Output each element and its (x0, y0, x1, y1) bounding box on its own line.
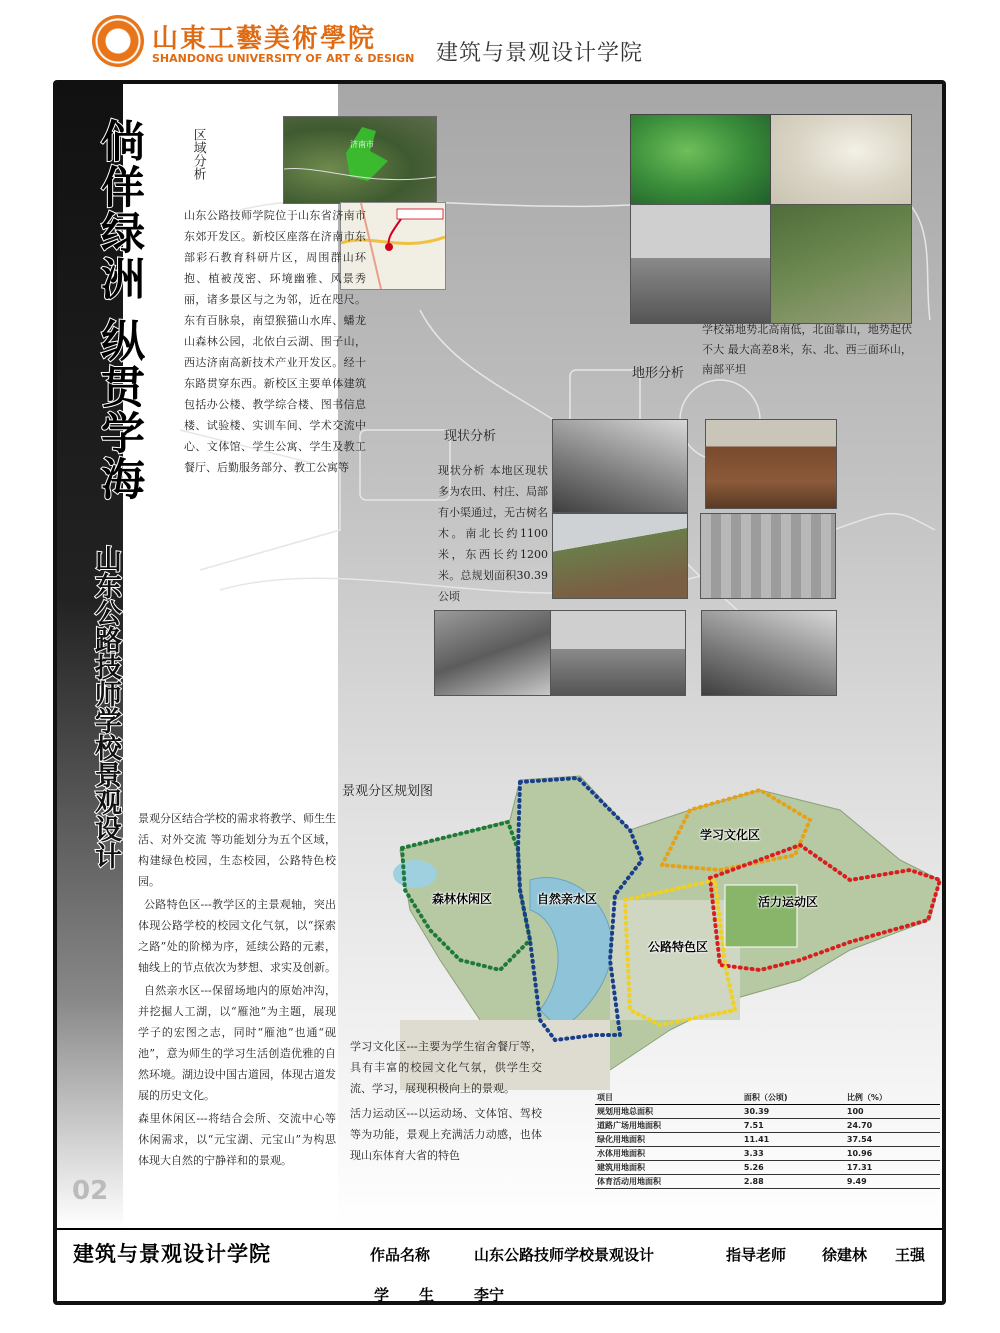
terrain-photo-1 (630, 204, 772, 324)
table-cell: 9.49 (845, 1175, 940, 1189)
land-use-table (595, 1091, 940, 1189)
table-cell: 2.88 (742, 1175, 845, 1189)
table-row (595, 1133, 940, 1147)
status-description: 现状分析 本地区现状多为农田、村庄、局部有小渠通过，无古树名木。南北长约1100米，东西长约1200米。总规划面积30.39公顷 (438, 464, 548, 603)
zoning-text-right (350, 1036, 542, 1166)
region-analysis-label: 区域分析 (190, 128, 206, 180)
table-cell: 17.31 (845, 1161, 940, 1175)
student-name: 李宁 (474, 1286, 505, 1304)
zone-water-label: 自然亲水区 (537, 892, 598, 906)
school-logo (92, 15, 144, 67)
table-header: 比例（%） (845, 1091, 940, 1105)
zoning-paragraph: 自然亲水区---保留场地内的原始冲沟，并挖掘人工湖，以“雁池”为主题，展现学子的宏图之志，同时“雁池”也通“砚池”，意为师生的学习生活创造优雅的自然环境。湖边设中国古道园，体现古道发展的历史文化。 (138, 984, 336, 1102)
table-cell: 3.33 (742, 1147, 845, 1161)
table-row (595, 1105, 940, 1119)
footer-divider (57, 1228, 942, 1230)
table-cell: 水体用地面积 (595, 1147, 742, 1161)
page-number: 02 (72, 1176, 109, 1206)
region-satellite-map (283, 116, 437, 204)
zoning-paragraph: 景观分区结合学校的需求将教学、师生生活、对外交流 等功能划分为五个区域，构建绿色校园，生态校园，公路特色校园。 (138, 812, 336, 888)
table-cell: 规划用地总面积 (595, 1105, 742, 1119)
table-row (595, 1119, 940, 1133)
terrain-photo-2 (770, 204, 912, 324)
status-photo-excavator (434, 610, 551, 696)
status-photo-building (552, 419, 688, 513)
school-name-en: SHANDONG UNIVERSITY OF ART & DESIGN (152, 52, 415, 65)
table-cell: 建筑用地面积 (595, 1161, 742, 1175)
table-cell: 37.54 (845, 1133, 940, 1147)
table-header: 项目 (595, 1091, 742, 1105)
table-header: 面积（公顷) (742, 1091, 845, 1105)
status-photo-trench (705, 419, 837, 509)
table-row (595, 1147, 940, 1161)
zoning-paragraph: 活力运动区---以运动场、文体馆、驾校等为功能，景观上充满活力动感，也体现山东体育大省的特色 (350, 1107, 542, 1162)
status-photo-school (550, 610, 686, 696)
terrain-elevation-map (630, 114, 772, 206)
table-cell: 30.39 (742, 1105, 845, 1119)
work-name: 山东公路技师学校景观设计 (474, 1246, 655, 1264)
zoning-plan-label: 景观分区规划图 (342, 784, 434, 799)
slogan-1: 倘佯绿洲 (93, 118, 144, 302)
table-header-row (595, 1091, 940, 1105)
table-cell: 7.51 (742, 1119, 845, 1133)
table-cell: 道路广场用地面积 (595, 1119, 742, 1133)
table-cell: 100 (845, 1105, 940, 1119)
zoning-paragraph: 森里休闲区---将结合会所、交流中心等休闲需求，以“元宝湖、元宝山”为构思体现大自然的宁静祥和的景观。 (138, 1112, 336, 1167)
footer-college: 建筑与景观设计学院 (73, 1242, 271, 1266)
teacher-name-1: 徐建林 (822, 1246, 868, 1264)
table-cell: 24.70 (845, 1119, 940, 1133)
status-photo-site (552, 513, 688, 599)
terrain-relief-map (770, 114, 912, 206)
status-photo-construction (701, 610, 837, 696)
table-cell: 绿化用地面积 (595, 1133, 742, 1147)
zone-sport-label: 活力运动区 (758, 895, 819, 909)
terrain-description: 学校第地势北高南低，北面靠山，地势起伏不大 最大高差8米，东、北、西三面环山，南部平坦 (702, 323, 912, 376)
table-cell: 体育活动用地面积 (595, 1175, 742, 1189)
zoning-paragraph: 公路特色区---教学区的主景观轴，突出体现公路学校的校园文化气氛，以“探索之路”处的阶梯为序，延续公路的元素，轴线上的节点依次为梦想、求实及创新。 (138, 898, 336, 974)
table-cell: 5.26 (742, 1161, 845, 1175)
college-title: 建筑与景观设计学院 (436, 41, 644, 66)
project-title-vertical: 山东公路技师学校景观设计 (90, 545, 121, 869)
zone-study-label: 学习文化区 (700, 828, 761, 842)
teacher-name-2: 王强 (895, 1246, 926, 1264)
zoning-text-left (138, 808, 336, 1171)
table-cell: 10.96 (845, 1147, 940, 1161)
work-name-label: 作品名称 (370, 1246, 431, 1264)
zoning-paragraph: 学习文化区---主要为学生宿舍餐厅等，具有丰富的校园文化气氛，供学生交流、学习，展现积极向上的景观。 (350, 1040, 542, 1095)
table-cell: 11.41 (742, 1133, 845, 1147)
status-photo-dormitory (700, 513, 836, 599)
table-row (595, 1175, 940, 1189)
teacher-label: 指导老师 (726, 1246, 787, 1264)
region-description: 山东公路技师学院位于山东省济南市东郊开发区。新校区座落在济南市东部彩石教育科研片区，周围群山环抱、植被茂密、环境幽雅、风景秀丽，诸多景区与之为邻，近在咫尺。东有百脉泉，南望猴猫山水库、蟠龙山森林公园，北依白云湖、围子山，西达济南高新技术产业开发区。经十东路贯穿东西。新校区主要单体建筑包括办公楼、教学综合楼、图书信息楼、试验楼、实训车间、学术交流中心、文体馆、学生公寓、学生及教工餐厅、后勤服务部分、教工公寓等 (184, 209, 366, 474)
map-city-label: 济南市 (350, 140, 374, 149)
school-name-cn: 山東工藝美術學院 (152, 24, 377, 54)
table-row (595, 1161, 940, 1175)
status-analysis-label: 现状分析 (444, 429, 497, 444)
student-label: 学 生 (374, 1286, 435, 1304)
zone-forest-label: 森林休闲区 (432, 892, 493, 906)
terrain-analysis-label: 地形分析 (632, 366, 685, 381)
zone-road-label: 公路特色区 (648, 940, 709, 954)
slogan-2: 纵贯学海 (93, 318, 144, 502)
